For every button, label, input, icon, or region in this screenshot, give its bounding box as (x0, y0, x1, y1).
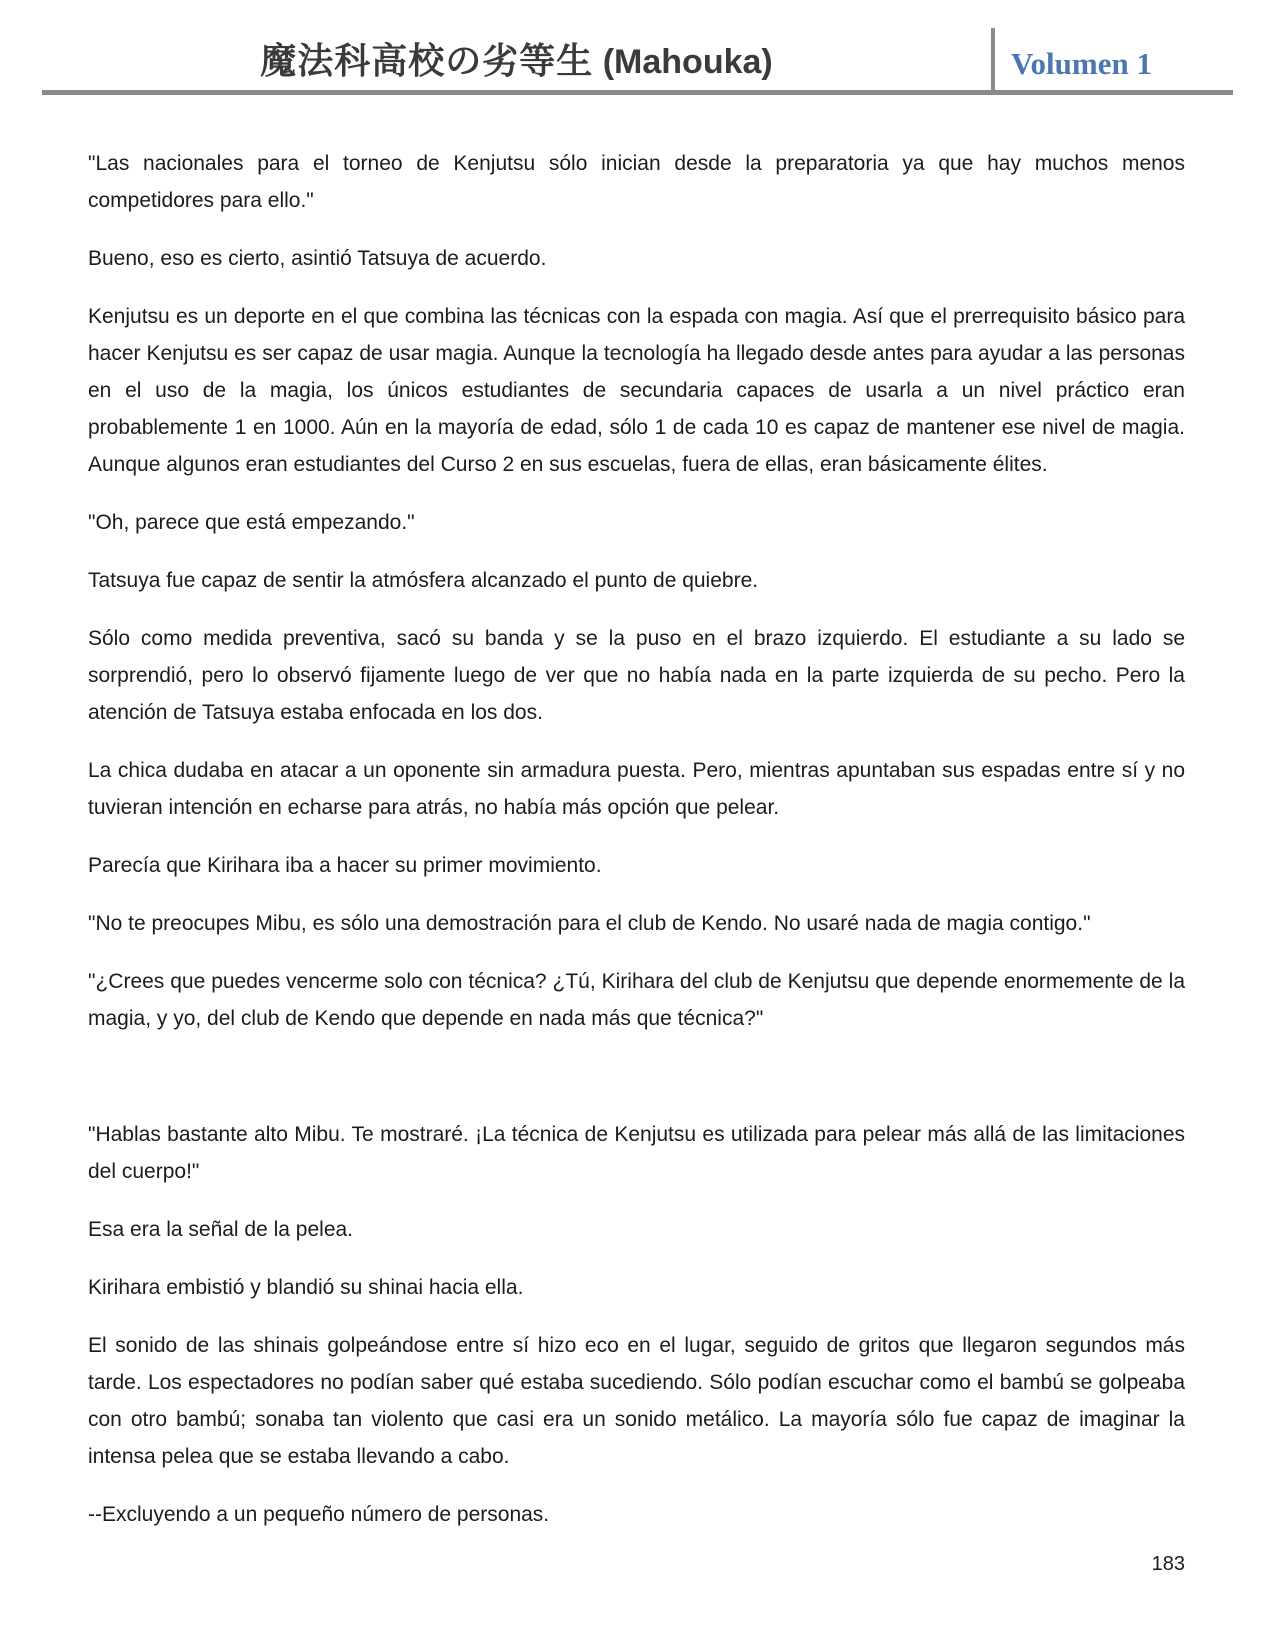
paragraph: "No te preocupes Mibu, es sólo una demostración para el club de Kendo. No usaré nada de magia contigo." (88, 912, 1091, 935)
paragraph: Esa era la señal de la pelea. (88, 1218, 354, 1241)
paragraph: Kenjutsu es un deporte en el que combina las técnicas con la espada con magia. Así que el prerrequisito básico para hacer Kenjutsu es ser capaz de usar magia. Aunque la tecnología ha llegado desde antes para ayudar a las personas en el uso de la magia, los únicos estudiantes de secundaria capaces de usarla a un nivel práctico eran probablemente 1 en 1000. Aún en la mayoría de edad, sólo 1 de cada 10 es capaz de mantener ese nivel de magia. Aunque algunos eran estudiantes del Curso 2 en sus escuelas, fuera de ellas, eran básicamente élites. (88, 305, 1185, 476)
page-number: 183 (1151, 1553, 1185, 1575)
page-title-japanese: 魔法科高校の劣等生 (260, 40, 594, 82)
header-rule (42, 90, 1233, 95)
page-title-latin: (Mahouka) (593, 43, 773, 81)
paragraph: Parecía que Kirihara iba a hacer su primer movimiento. (88, 854, 602, 877)
paragraph: "¿Crees que puedes vencerme solo con técnica? ¿Tú, Kirihara del club de Kenjutsu que depende enormemente de la magia, y yo, del club de Kendo que depende en nada más que técnica?" (88, 970, 1185, 1030)
paragraph: Sólo como medida preventiva, sacó su banda y se la puso en el brazo izquierdo. El estudiante a su lado se sorprendió, pero lo observó fijamente luego de ver que no había nada en la parte izquierda de su pecho. Pero la atención de Tatsuya estaba enfocada en los dos. (88, 627, 1185, 724)
volume-label: Volumen 1 (1011, 46, 1152, 81)
paragraph: Bueno, eso es cierto, asintió Tatsuya de acuerdo. (88, 247, 547, 270)
paragraph: La chica dudaba en atacar a un oponente sin armadura puesta. Pero, mientras apuntaban sus espadas entre sí y no tuvieran intención en echarse para atrás, no había más opción que pelear. (88, 759, 1185, 819)
paragraph: El sonido de las shinais golpeándose entre sí hizo eco en el lugar, seguido de gritos que llegaron segundos más tarde. Los espectadores no podían saber qué estaba sucediendo. Sólo podían escuchar como el bambú se golpeaba con otro bambú; sonaba tan violento que casi era un sonido metálico. La mayoría sólo fue capaz de imaginar la intensa pelea que se estaba llevando a cabo. (88, 1334, 1185, 1468)
paragraph: "Oh, parece que está empezando." (88, 511, 415, 534)
blank-line (88, 1058, 1185, 1095)
page-title (260, 33, 772, 84)
header-volume-region (995, 26, 1233, 90)
paragraph: Kirihara embistió y blandió su shinai hacia ella. (88, 1276, 524, 1299)
body-paragraphs (88, 145, 1185, 1533)
page-header (42, 0, 1233, 90)
paragraph: --Excluyendo a un pequeño número de personas. (88, 1503, 550, 1526)
header-title-region (42, 26, 991, 90)
paragraph: "Hablas bastante alto Mibu. Te mostraré. ¡La técnica de Kenjutsu es utilizada para pelear más allá de las limitaciones del cuerpo!" (88, 1123, 1185, 1183)
paragraph: "Las nacionales para el torneo de Kenjutsu sólo inician desde la preparatoria ya que hay muchos menos competidores para ello." (88, 152, 1185, 212)
paragraph: Tatsuya fue capaz de sentir la atmósfera alcanzado el punto de quiebre. (88, 569, 759, 592)
